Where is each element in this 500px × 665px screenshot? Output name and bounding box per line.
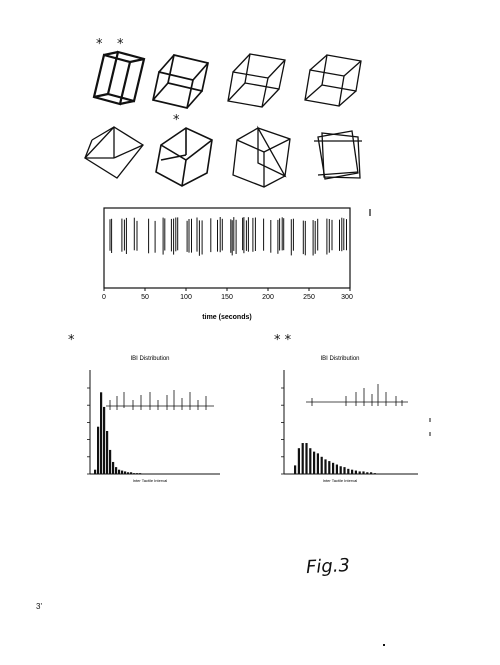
right-title: IBI Distribution (320, 356, 360, 362)
histogram-bar (136, 473, 138, 474)
raster-tick-100: 100 (180, 294, 192, 301)
histogram-bar (343, 467, 345, 474)
histogram-bar (103, 407, 105, 474)
left-panel-mark: * (68, 333, 75, 348)
raster-xlabel: time (seconds) (202, 314, 252, 321)
histogram-bar (355, 471, 357, 474)
histogram-bar (121, 471, 123, 474)
histogram-bar (302, 443, 304, 474)
histogram-bar (305, 443, 307, 474)
histogram-bar (370, 472, 372, 474)
left-xlabel: Inter Tactile Interval (132, 478, 168, 483)
histogram-bar (115, 467, 117, 474)
cube-2 (153, 55, 208, 108)
histogram-bar (366, 472, 368, 474)
right-bars (294, 443, 376, 474)
cube-5 (85, 127, 143, 178)
histogram-bar (118, 470, 120, 474)
histogram-bar (127, 472, 129, 474)
right-histogram (268, 348, 468, 498)
right-panel-mark: * * (274, 333, 292, 348)
histogram-bar (324, 459, 326, 474)
figure-label: Fig.3 (305, 554, 351, 579)
raster-tick-300: 300 (341, 294, 353, 301)
left-title: IBI Distribution (130, 356, 170, 362)
raster-tick-50: 50 (141, 294, 149, 301)
right-inset-trace (306, 384, 408, 406)
histogram-bar (317, 453, 319, 474)
raster-tick-250: 250 (303, 294, 315, 301)
histogram-bar (336, 465, 338, 474)
necker-cubes (0, 0, 500, 200)
histogram-bar (139, 473, 141, 474)
histogram-bar (321, 457, 323, 474)
histogram-bar (112, 462, 114, 474)
histogram-bar (347, 469, 349, 474)
histogram-bar (332, 463, 334, 474)
histogram-bar (362, 471, 364, 474)
cube-6 (156, 128, 212, 186)
left-inset-trace (106, 390, 214, 410)
histogram-bar (294, 465, 296, 474)
histogram-bar (351, 470, 353, 474)
cube-mark-2: * (117, 37, 124, 52)
page-number: 3' (36, 602, 42, 611)
histogram-bar (106, 431, 108, 474)
histogram-bar (359, 471, 361, 474)
left-histogram (70, 348, 270, 498)
cube-mark-3: * (173, 113, 180, 128)
cube-mark-1: * (96, 37, 103, 52)
left-bars (94, 392, 141, 474)
histogram-bar (100, 392, 102, 474)
histogram-bar (340, 466, 342, 474)
cube-8 (314, 131, 362, 179)
histogram-bar (374, 473, 376, 474)
cube-1 (94, 52, 144, 104)
cube-7 (233, 128, 290, 187)
histogram-bar (94, 470, 96, 474)
histogram-bar (97, 427, 99, 474)
raster-events (110, 217, 347, 256)
raster-tick-150: 150 (221, 294, 233, 301)
cube-3 (228, 54, 285, 107)
raster-plot (0, 200, 500, 330)
cube-4 (305, 55, 361, 106)
speck (383, 644, 385, 646)
histogram-bar (124, 471, 126, 474)
raster-tick-0: 0 (102, 294, 106, 301)
histogram-bar (328, 461, 330, 474)
histogram-bar (313, 452, 315, 474)
right-xlabel: Inter Tactile Interval (322, 478, 358, 483)
histogram-bar (133, 473, 135, 474)
histogram-bar (298, 448, 300, 474)
raster-tick-200: 200 (262, 294, 274, 301)
histogram-bar (109, 450, 111, 474)
histogram-bar (309, 448, 311, 474)
histogram-bar (130, 472, 132, 474)
